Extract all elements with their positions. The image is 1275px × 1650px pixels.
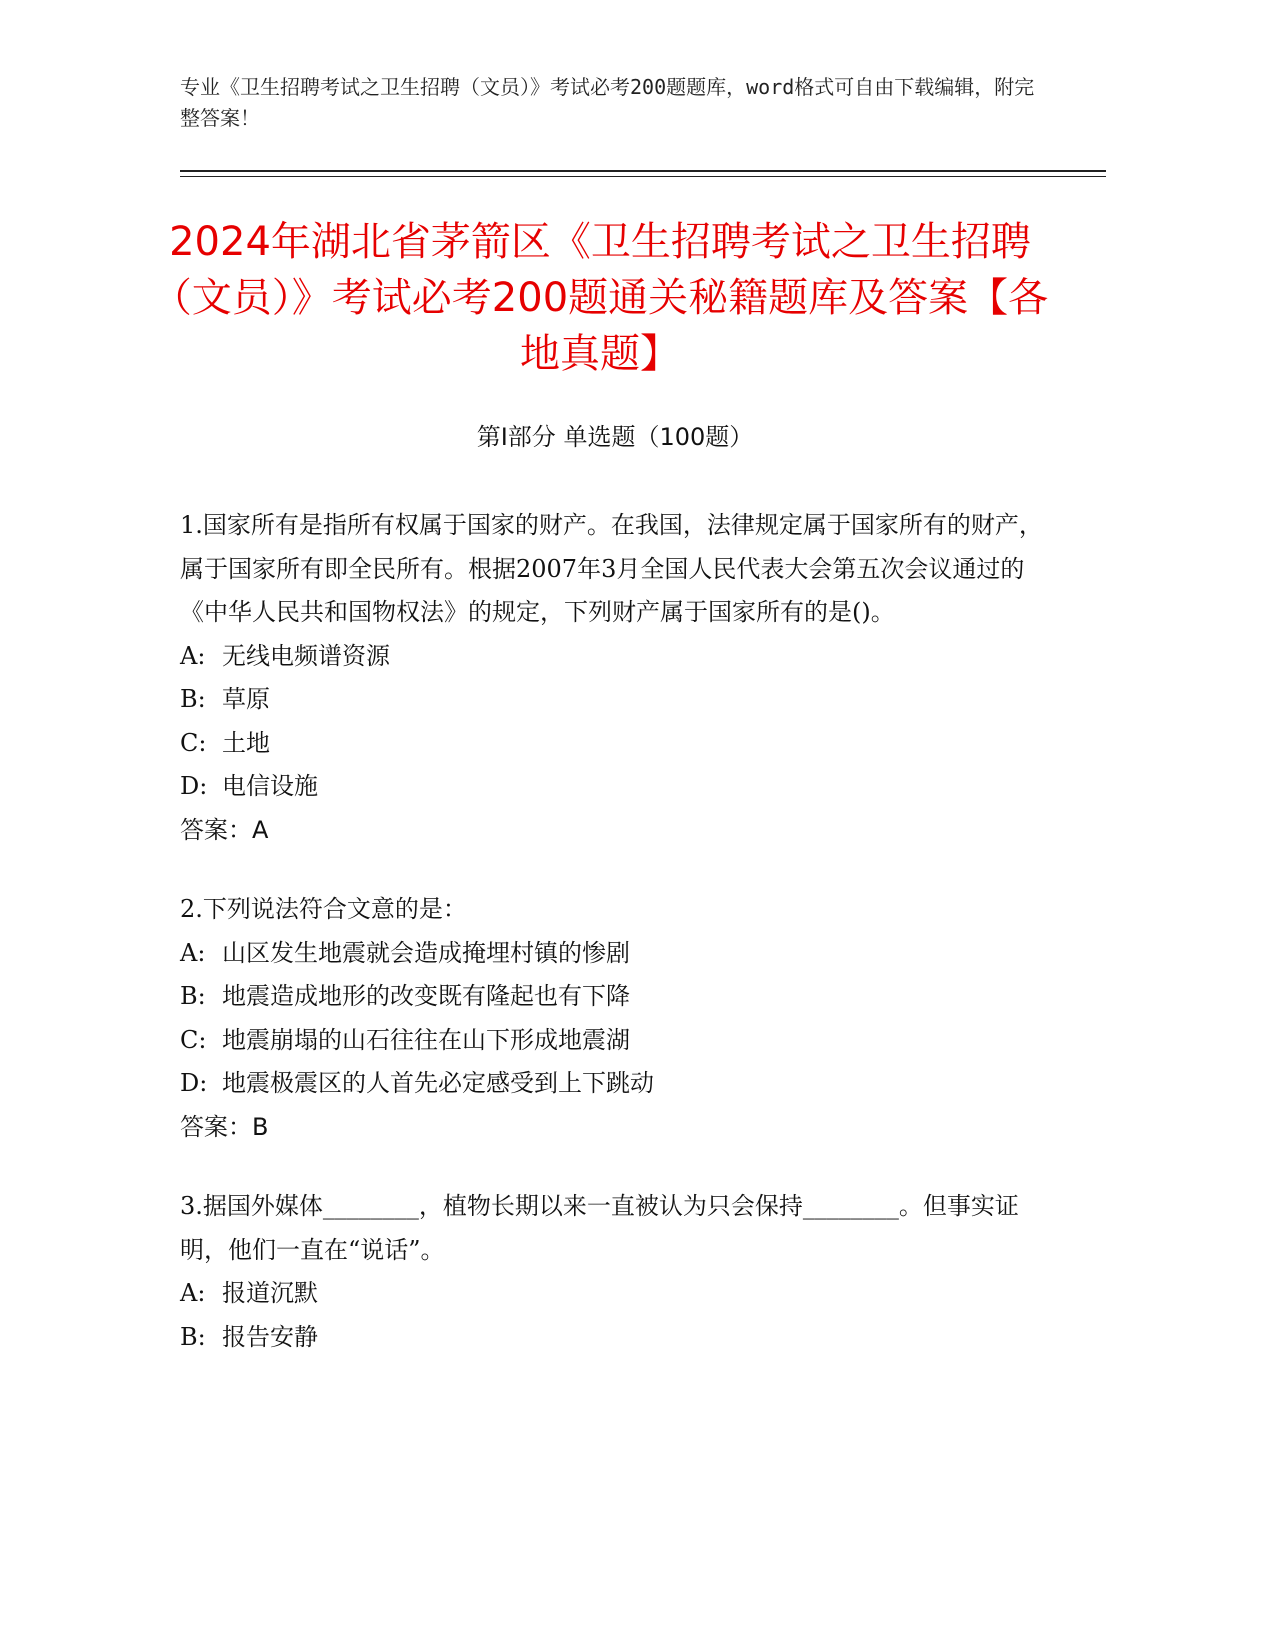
header-divider-thick xyxy=(180,170,1106,172)
option-letter: D: xyxy=(180,1069,208,1097)
question-stem: 1.国家所有是指所有权属于国家的财产。在我国，法律规定属于国家所有的财产，属于国家所有即全民所有。根据2007年3月全国人民代表大会第五次会议通过的《中华人民共和国物权法》的规定，下列财产属于国家所有的是()。 xyxy=(180,511,1043,626)
option-a xyxy=(180,635,1050,679)
option-a xyxy=(180,1272,1050,1316)
question-stem: 3.据国外媒体________，植物长期以来一直被认为只会保持________。但事实证明，他们一直在“说话”。 xyxy=(180,1192,1019,1264)
option-text: 山区发生地震就会造成掩埋村镇的惨剧 xyxy=(222,938,630,967)
option-letter: C: xyxy=(180,1025,207,1054)
option-letter: A: xyxy=(180,641,206,670)
option-a xyxy=(180,932,1050,976)
option-d xyxy=(180,765,1050,809)
option-letter: D: xyxy=(180,772,208,800)
option-text: 地震崩塌的山石往往在山下形成地震湖 xyxy=(222,1025,630,1054)
option-c xyxy=(180,1019,1050,1063)
option-text: 报告安静 xyxy=(222,1322,318,1351)
option-letter: A: xyxy=(180,938,206,967)
header-note: 专业《卫生招聘考试之卫生招聘（文员）》考试必考200题题库，word格式可自由下载编辑，附完整答案！ xyxy=(180,75,1035,130)
option-b xyxy=(180,1316,1050,1360)
option-c xyxy=(180,722,1050,766)
document-title: 2024年湖北省茅箭区《卫生招聘考试之卫生招聘（文员）》考试必考200题通关秘籍题库及答案【各地真题】 xyxy=(151,219,1049,377)
option-d xyxy=(180,1062,1050,1106)
option-letter: B: xyxy=(180,685,206,713)
option-text: 土地 xyxy=(222,728,270,757)
option-letter: B: xyxy=(180,1322,206,1351)
option-text: 电信设施 xyxy=(222,772,318,800)
option-text: 地震极震区的人首先必定感受到上下跳动 xyxy=(222,1069,654,1097)
answer-line: 答案：A xyxy=(180,815,269,844)
option-letter: A: xyxy=(180,1279,206,1307)
option-text: 地震造成地形的改变既有隆起也有下降 xyxy=(222,982,630,1010)
answer-line: 答案：B xyxy=(180,1112,269,1141)
option-text: 草原 xyxy=(222,685,270,713)
option-letter: B: xyxy=(180,982,206,1010)
option-b xyxy=(180,678,1050,722)
option-text: 报道沉默 xyxy=(222,1279,318,1307)
option-text: 无线电频谱资源 xyxy=(222,641,390,670)
question-1 xyxy=(180,504,1050,852)
option-b xyxy=(180,975,1050,1019)
question-stem: 2.下列说法符合文意的是： xyxy=(180,895,467,923)
section-heading: 第I部分 单选题（100题） xyxy=(476,423,754,451)
question-2 xyxy=(180,888,1050,1149)
question-3 xyxy=(180,1185,1050,1359)
question-list xyxy=(180,504,1050,1395)
option-letter: C: xyxy=(180,728,207,757)
header-divider-thin xyxy=(180,176,1106,177)
